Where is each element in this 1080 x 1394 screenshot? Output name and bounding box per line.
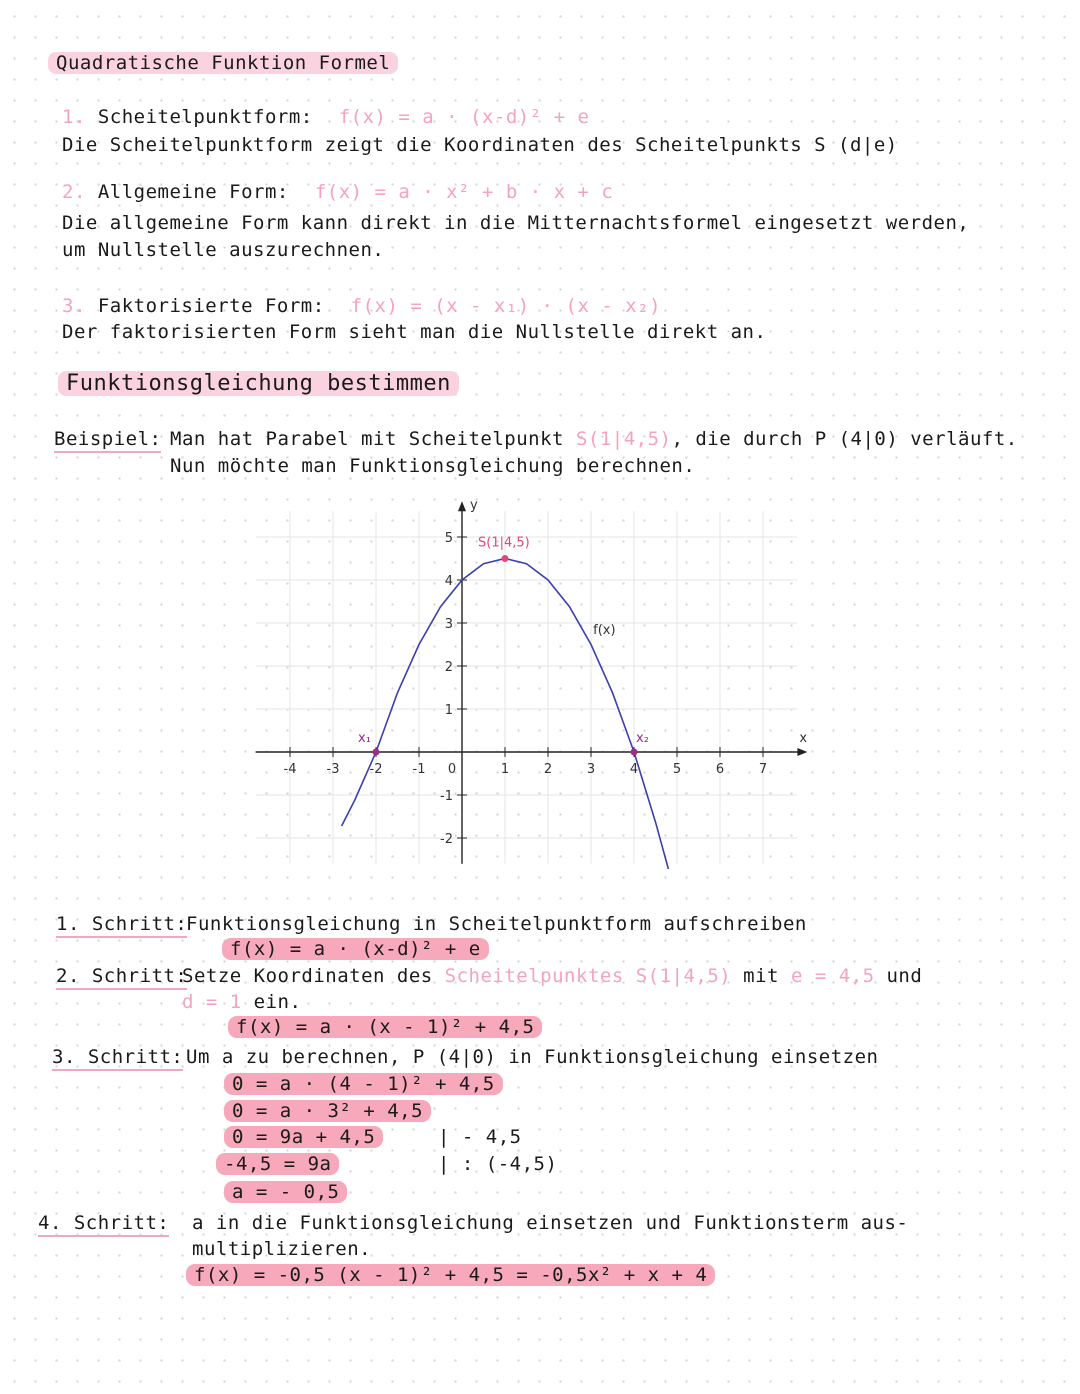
x-tick-label: 2: [543, 762, 553, 777]
form-2-description-line1: Die allgemeine Form kann direkt in die Mitternachtsformel eingesetzt werden,: [62, 212, 970, 234]
page-title: Quadratische Funktion Formel: [48, 52, 398, 74]
y-tick-label: -2: [440, 832, 453, 847]
x-tick-label: 6: [715, 762, 725, 777]
y-tick-label: 3: [444, 617, 453, 632]
step-4-equation: f(x) = -0,5 (x - 1)² + 4,5 = -0,5x² + x + 4: [186, 1264, 715, 1286]
y-axis-label: y: [470, 498, 478, 514]
step-3-operation-2: | : (-4,5): [438, 1153, 558, 1175]
step-2-text-d: ein.: [253, 991, 302, 1013]
step-2-e-value: e = 4,5: [790, 965, 875, 987]
step-2-equation: f(x) = a · (x - 1)² + 4,5: [228, 1016, 542, 1038]
form-3-label: Faktorisierte Form:: [97, 295, 325, 317]
form-3-number: 3.: [62, 295, 86, 317]
x-tick-label: -1: [412, 762, 426, 777]
step-2-line-1: [182, 965, 922, 987]
step-3-equation-1: 0 = a · (4 - 1)² + 4,5: [224, 1073, 503, 1095]
root-point: [631, 749, 638, 756]
step-4-label: 4. Schritt:: [38, 1212, 169, 1237]
chart-marks: [358, 536, 649, 756]
step-2-d-value: d = 1: [182, 991, 242, 1013]
step-4-text-2: multiplizieren.: [192, 1238, 372, 1260]
step-3-label: 3. Schritt:: [52, 1046, 183, 1071]
y-tick-label: 1: [444, 703, 453, 718]
step-1-label: 1. Schritt:: [56, 913, 187, 938]
root-label: x₂: [636, 731, 649, 746]
x-tick-label: 0: [447, 762, 457, 777]
form-1-formula: f(x) = a · (x-d)² + e: [338, 106, 590, 128]
example-text-a: Man hat Parabel mit Scheitelpunkt: [170, 428, 564, 450]
form-2-heading: [62, 181, 613, 203]
y-tick-label: 2: [444, 660, 453, 675]
form-2-label: Allgemeine Form:: [97, 181, 289, 203]
form-1-label: Scheitelpunktform:: [97, 106, 313, 128]
y-tick-label: 5: [444, 531, 453, 546]
curve-label: f(x): [593, 622, 616, 638]
x-tick-label: 3: [586, 762, 596, 777]
step-2-line-2: [182, 991, 301, 1013]
x-tick-label: 7: [758, 762, 768, 777]
root-point: [373, 749, 380, 756]
x-tick-label: 4: [629, 762, 639, 777]
form-3-description: Der faktorisierten Form sieht man die Nullstelle direkt an.: [62, 321, 767, 343]
x-axis-label: x: [799, 731, 808, 746]
step-2-label: 2. Schritt:: [56, 965, 187, 990]
step-2-vertex: Scheitelpunktes S(1|4,5): [444, 965, 732, 987]
step-4-text-1: a in die Funktionsgleichung einsetzen und Funktionsterm aus-: [192, 1212, 909, 1234]
step-3-equation-4: -4,5 = 9a: [216, 1153, 339, 1175]
chart-ticks: [284, 531, 768, 847]
step-2-text-b: mit: [743, 965, 779, 987]
x-axis-arrow: [797, 748, 807, 756]
step-3-equation-5: a = - 0,5: [224, 1181, 347, 1203]
y-axis-arrow: [458, 501, 466, 511]
example-label: Beispiel:: [54, 428, 161, 453]
chart-axes: [256, 498, 808, 864]
vertex-point: [502, 555, 509, 562]
section-heading: Funktionsgleichung bestimmen: [58, 371, 459, 396]
step-3-operation-1: | - 4,5: [438, 1126, 522, 1148]
step-3-equation-2: 0 = a · 3² + 4,5: [224, 1100, 431, 1122]
form-2-formula: f(x) = a · x² + b · x + c: [314, 181, 614, 203]
example-vertex-point: S(1|4,5): [575, 428, 672, 450]
example-line-1: [170, 428, 1018, 450]
step-3-text: Um a zu berechnen, P (4|0) in Funktionsgleichung einsetzen: [186, 1046, 879, 1068]
y-tick-label: 4: [444, 574, 453, 589]
x-tick-label: -4: [283, 762, 297, 777]
root-label: x₁: [358, 731, 371, 746]
form-1-description: Die Scheitelpunktform zeigt die Koordinaten des Scheitelpunkts S (d|e): [62, 134, 898, 156]
step-1-equation: f(x) = a · (x-d)² + e: [222, 938, 489, 960]
form-3-formula: f(x) = (x - x₁) · (x - x₂): [350, 295, 662, 317]
step-2-text-c: und: [886, 965, 923, 987]
y-tick-label: -1: [440, 789, 453, 804]
x-tick-label: 1: [500, 762, 510, 777]
form-2-number: 2.: [62, 181, 86, 203]
form-3-heading: [62, 295, 661, 317]
step-2-text-a: Setze Koordinaten des: [182, 965, 433, 987]
x-tick-label: 5: [672, 762, 682, 777]
step-1-text: Funktionsgleichung in Scheitelpunktform aufschreiben: [186, 913, 807, 935]
x-tick-label: -2: [369, 762, 383, 777]
form-1-number: 1.: [62, 106, 86, 128]
form-1-heading: [62, 106, 589, 128]
vertex-label: S(1|4,5): [478, 535, 530, 551]
example-text-b: , die durch P (4|0) verläuft.: [671, 428, 1018, 450]
form-2-description-line2: um Nullstelle auszurechnen.: [62, 239, 385, 261]
example-line-2: Nun möchte man Funktionsgleichung berechnen.: [170, 455, 696, 477]
parabola-chart: [255, 495, 808, 875]
x-tick-label: -3: [326, 762, 340, 777]
step-3-equation-3: 0 = 9a + 4,5: [224, 1126, 383, 1148]
